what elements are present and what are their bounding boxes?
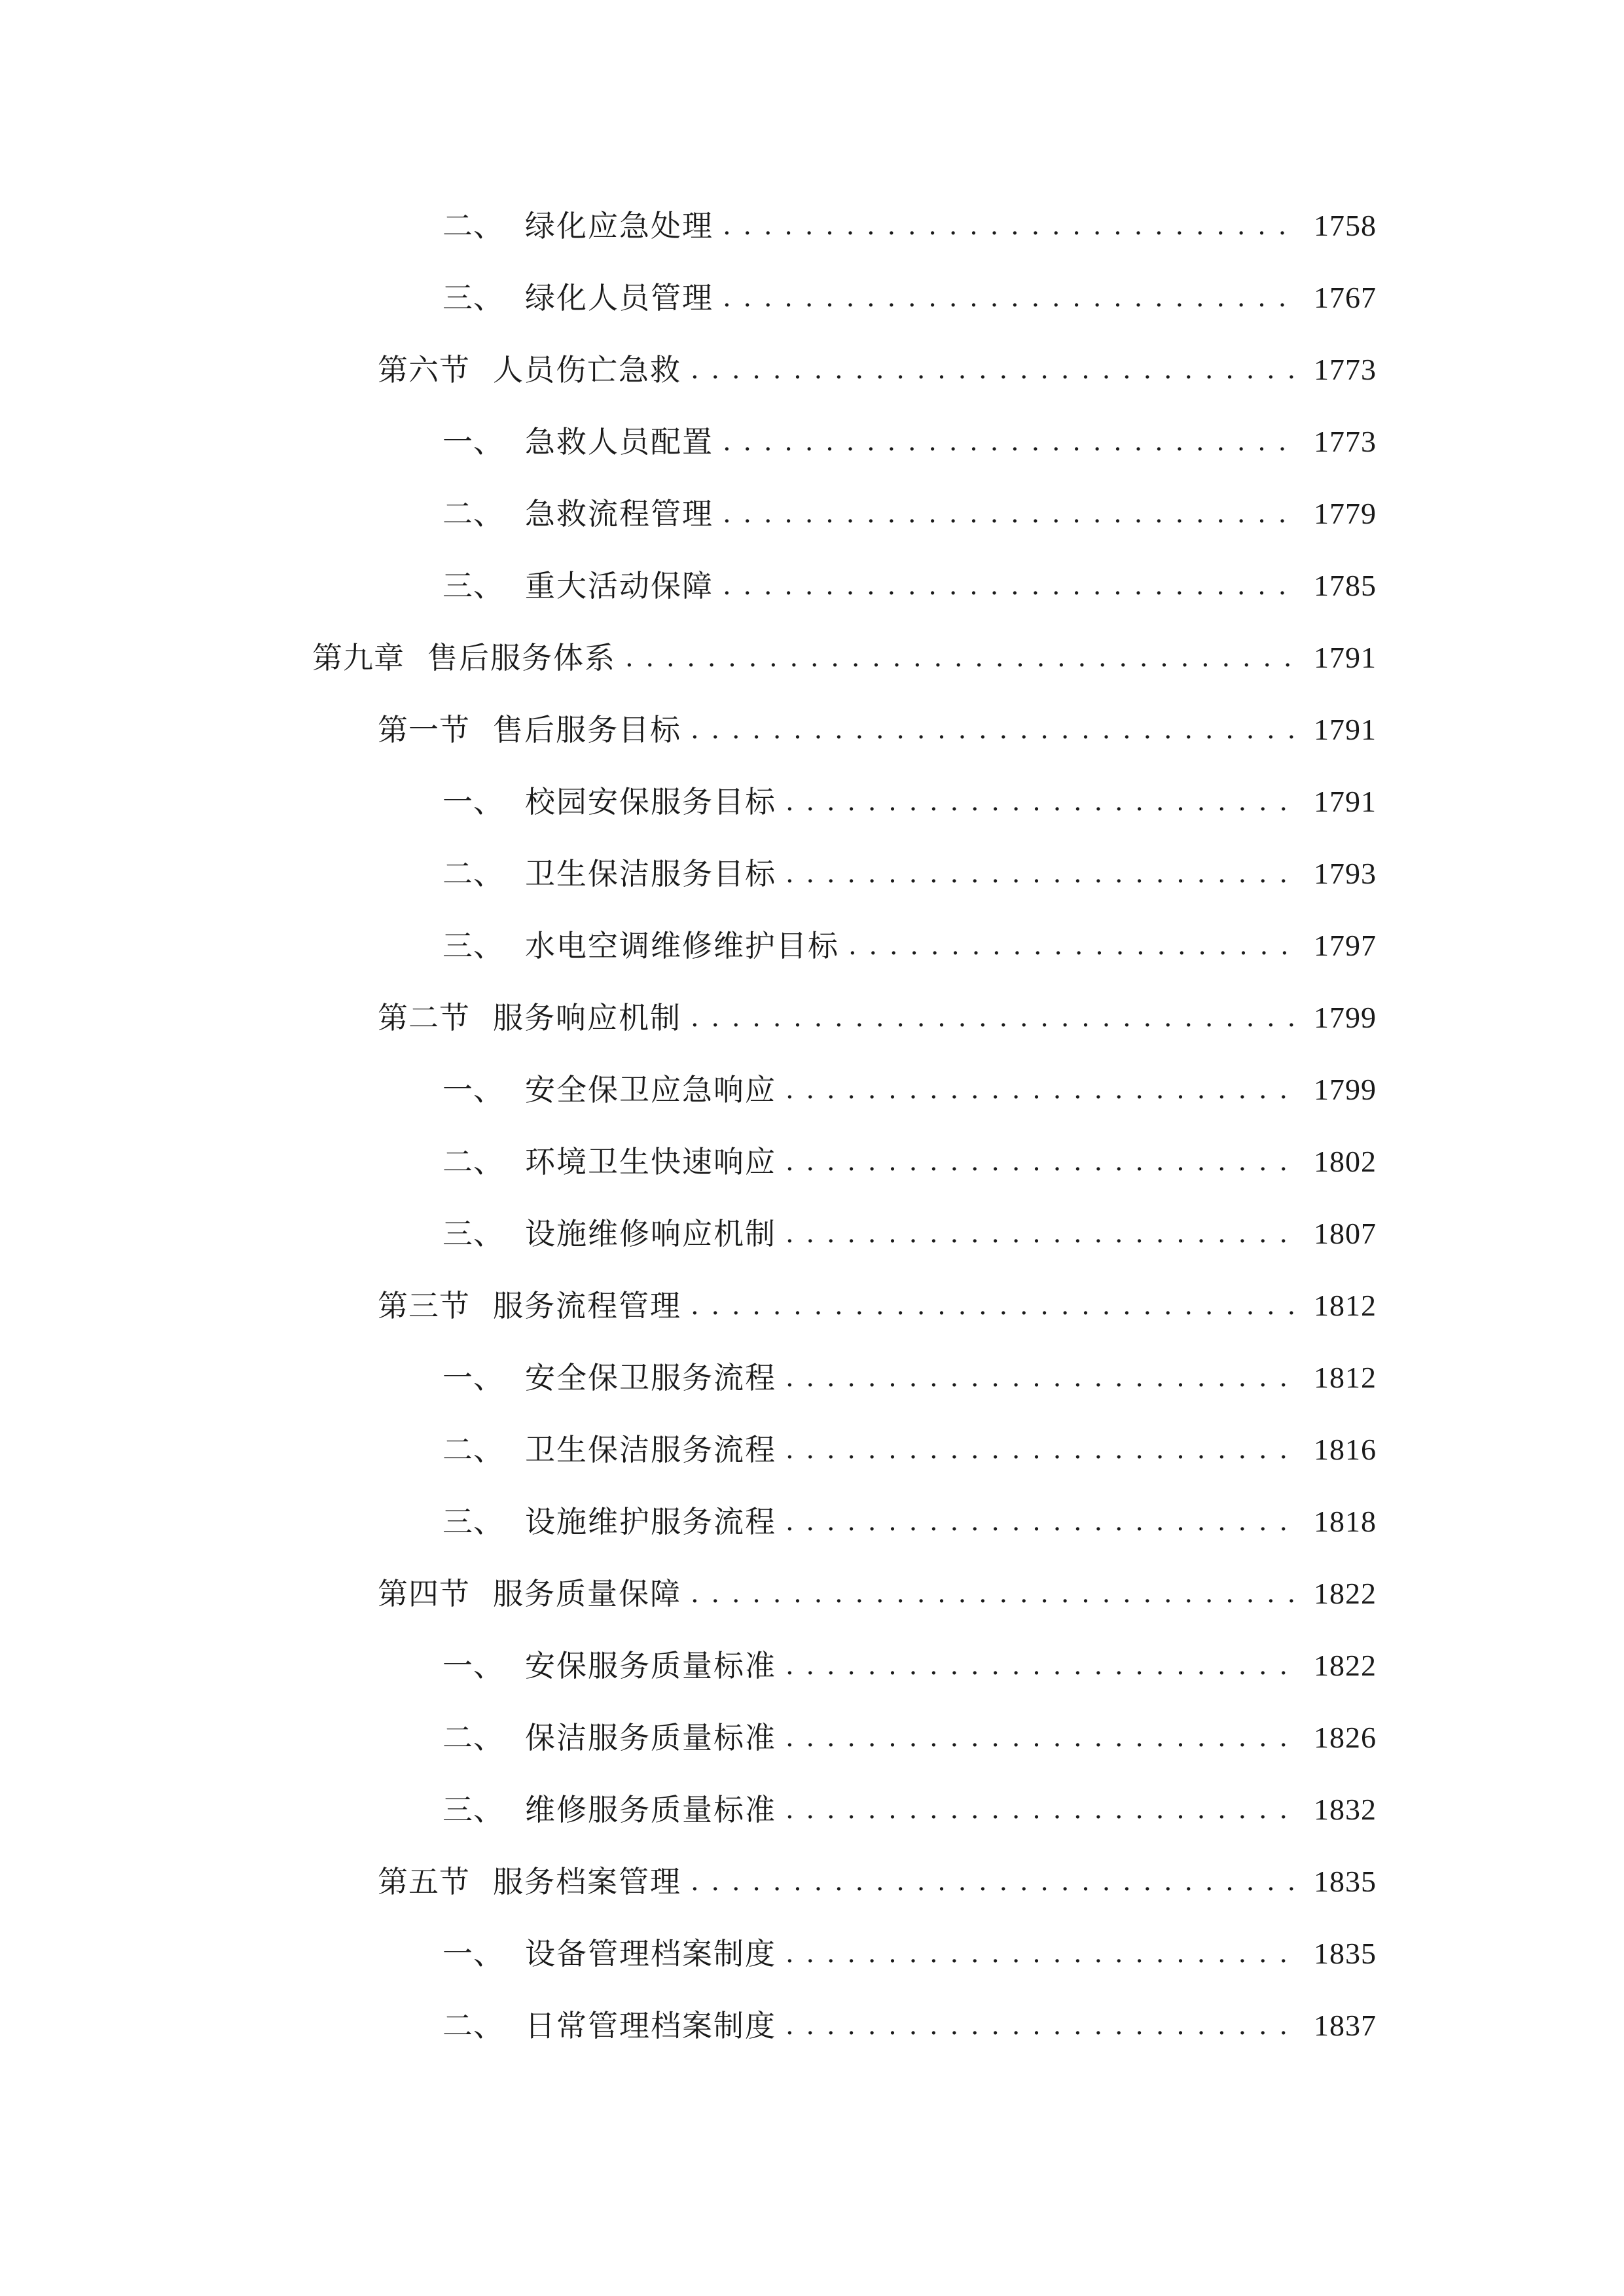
toc-entry[interactable]: [378, 700, 1377, 759]
toc-entry-title: 服务响应机制: [493, 1000, 681, 1035]
toc-entry-page: 1812: [1314, 1289, 1377, 1322]
toc-entry-number: 二、: [442, 1432, 504, 1467]
toc-entry-title: 水电空调维修维护目标: [525, 928, 839, 963]
dot-leader: [785, 1795, 1299, 1825]
toc-entry[interactable]: [442, 1420, 1377, 1479]
toc-entry-title: 绿化人员管理: [525, 280, 713, 315]
toc-entry-title: 服务档案管理: [493, 1864, 681, 1899]
toc-entry-number: 第三节: [378, 1288, 470, 1323]
toc-entry-page: 1791: [1314, 713, 1377, 746]
dot-leader: [723, 211, 1299, 241]
toc-entry-page: 1773: [1314, 425, 1377, 458]
toc-entry-page: 1822: [1314, 1649, 1377, 1682]
toc-entry[interactable]: [378, 1852, 1377, 1911]
toc-entry-page: 1793: [1314, 857, 1377, 890]
toc-entry-number: 第二节: [378, 1000, 470, 1035]
toc-entry-title: 卫生保洁服务流程: [525, 1432, 776, 1467]
toc-entry-title: 校园安保服务目标: [525, 784, 776, 819]
toc-entry[interactable]: [442, 1924, 1377, 1983]
toc-entry-number: 二、: [442, 1144, 504, 1179]
dot-leader: [691, 1291, 1299, 1321]
toc-entry-number: 二、: [442, 2008, 504, 2043]
toc-entry-number: 三、: [442, 1504, 504, 1539]
toc-entry-number: 第五节: [378, 1864, 470, 1899]
toc-entry-title: 重大活动保障: [525, 568, 713, 603]
toc-entry[interactable]: [442, 844, 1377, 903]
toc-entry-page: 1822: [1314, 1577, 1377, 1610]
toc-entry-page: 1837: [1314, 2009, 1377, 2042]
dot-leader: [785, 787, 1299, 817]
toc-entry[interactable]: [442, 268, 1377, 327]
toc-entry-page: 1785: [1314, 569, 1377, 602]
toc-entry-page: 1802: [1314, 1145, 1377, 1178]
toc-entry-title: 绿化应急处理: [525, 208, 713, 243]
toc-entry-page: 1816: [1314, 1433, 1377, 1466]
toc-entry-number: 二、: [442, 208, 504, 243]
dot-leader: [848, 931, 1299, 961]
dot-leader: [785, 1435, 1299, 1465]
toc-entry-page: 1791: [1314, 641, 1377, 674]
toc-entry-number: 三、: [442, 928, 504, 963]
toc-entry-number: 三、: [442, 280, 504, 315]
toc-entry-page: 1826: [1314, 1721, 1377, 1754]
dot-leader: [785, 1147, 1299, 1177]
dot-leader: [785, 1219, 1299, 1249]
dot-leader: [723, 571, 1299, 601]
dot-leader: [785, 1723, 1299, 1753]
dot-leader: [723, 427, 1299, 457]
toc-entry[interactable]: [442, 1636, 1377, 1695]
dot-leader: [691, 1867, 1299, 1897]
toc-entry-title: 日常管理档案制度: [525, 2008, 776, 2043]
toc-entry-page: 1812: [1314, 1361, 1377, 1394]
toc-entry[interactable]: [442, 1132, 1377, 1191]
dot-leader: [785, 1651, 1299, 1681]
toc-entry-page: 1797: [1314, 929, 1377, 962]
dot-leader: [785, 1363, 1299, 1393]
toc-entry-title: 服务流程管理: [493, 1288, 681, 1323]
toc-entry[interactable]: [378, 1276, 1377, 1335]
toc-entry-title: 设备管理档案制度: [525, 1936, 776, 1971]
toc-entry-page: 1758: [1314, 209, 1377, 242]
toc-entry-number: 第六节: [378, 352, 470, 387]
toc-entry-number: 第九章: [312, 640, 405, 675]
toc-entry-title: 设施维护服务流程: [525, 1504, 776, 1539]
toc-entry-number: 三、: [442, 568, 504, 603]
toc-entry-title: 设施维修响应机制: [525, 1216, 776, 1251]
toc-entry-page: 1767: [1314, 281, 1377, 314]
toc-entry-number: 三、: [442, 1792, 504, 1827]
toc-entry[interactable]: [378, 988, 1377, 1047]
toc-entry[interactable]: [442, 196, 1377, 255]
toc-entry[interactable]: [312, 628, 1377, 687]
toc-entry-title: 安全保卫服务流程: [525, 1360, 776, 1395]
toc-entry-number: 一、: [442, 1360, 504, 1395]
dot-leader: [785, 859, 1299, 889]
dot-leader: [785, 1075, 1299, 1105]
toc-entry-title: 售后服务体系: [427, 640, 616, 675]
toc-entry-number: 一、: [442, 424, 504, 459]
dot-leader: [691, 355, 1299, 385]
dot-leader: [785, 1939, 1299, 1969]
toc-entry-title: 安保服务质量标准: [525, 1648, 776, 1683]
dot-leader: [785, 1507, 1299, 1537]
toc-entry[interactable]: [442, 1780, 1377, 1839]
toc-entry[interactable]: [442, 1348, 1377, 1407]
toc-entry-number: 一、: [442, 1936, 504, 1971]
dot-leader: [625, 643, 1299, 673]
toc-entry-title: 服务质量保障: [493, 1576, 681, 1611]
dot-leader: [691, 1579, 1299, 1609]
toc-entry-number: 第一节: [378, 712, 470, 747]
toc-entry-page: 1791: [1314, 785, 1377, 818]
toc-entry[interactable]: [442, 1996, 1377, 2055]
toc-entry[interactable]: [442, 916, 1377, 975]
toc-entry-title: 急救人员配置: [525, 424, 713, 459]
toc-entry-page: 1807: [1314, 1217, 1377, 1250]
toc-entry-title: 卫生保洁服务目标: [525, 856, 776, 891]
toc-entry-number: 一、: [442, 1072, 504, 1107]
toc-entry-number: 二、: [442, 1720, 504, 1755]
toc-entry[interactable]: [442, 412, 1377, 471]
toc-entry[interactable]: [442, 1060, 1377, 1119]
dot-leader: [691, 715, 1299, 745]
toc-entry-title: 维修服务质量标准: [525, 1792, 776, 1827]
toc-entry-number: 一、: [442, 1648, 504, 1683]
toc-entry-number: 第四节: [378, 1576, 470, 1611]
toc-entry[interactable]: [442, 772, 1377, 831]
toc-entry[interactable]: [442, 556, 1377, 615]
toc-entry-page: 1779: [1314, 497, 1377, 530]
toc-entry-page: 1835: [1314, 1937, 1377, 1970]
toc-entry-title: 环境卫生快速响应: [525, 1144, 776, 1179]
toc-entry[interactable]: [378, 1564, 1377, 1623]
toc-entry-title: 人员伤亡急救: [493, 352, 681, 387]
dot-leader: [785, 2011, 1299, 2041]
toc-entry-title: 售后服务目标: [493, 712, 681, 747]
toc-entry-number: 二、: [442, 856, 504, 891]
toc-entry-page: 1835: [1314, 1865, 1377, 1898]
toc-entry[interactable]: [442, 484, 1377, 543]
toc-entry-page: 1773: [1314, 353, 1377, 386]
toc-entry-number: 三、: [442, 1216, 504, 1251]
dot-leader: [691, 1003, 1299, 1033]
dot-leader: [723, 283, 1299, 313]
toc-entry-page: 1799: [1314, 1001, 1377, 1034]
toc-entry[interactable]: [378, 340, 1377, 399]
toc-entry-title: 保洁服务质量标准: [525, 1720, 776, 1755]
toc-entry-page: 1832: [1314, 1793, 1377, 1826]
toc-entry-title: 急救流程管理: [525, 496, 713, 531]
dot-leader: [723, 499, 1299, 529]
toc-entry-number: 二、: [442, 496, 504, 531]
toc-entry-page: 1818: [1314, 1505, 1377, 1538]
toc-entry[interactable]: [442, 1492, 1377, 1551]
toc-entry-title: 安全保卫应急响应: [525, 1072, 776, 1107]
toc-entry-number: 一、: [442, 784, 504, 819]
toc-entry[interactable]: [442, 1708, 1377, 1767]
toc-entry[interactable]: [442, 1204, 1377, 1263]
toc-entry-page: 1799: [1314, 1073, 1377, 1106]
